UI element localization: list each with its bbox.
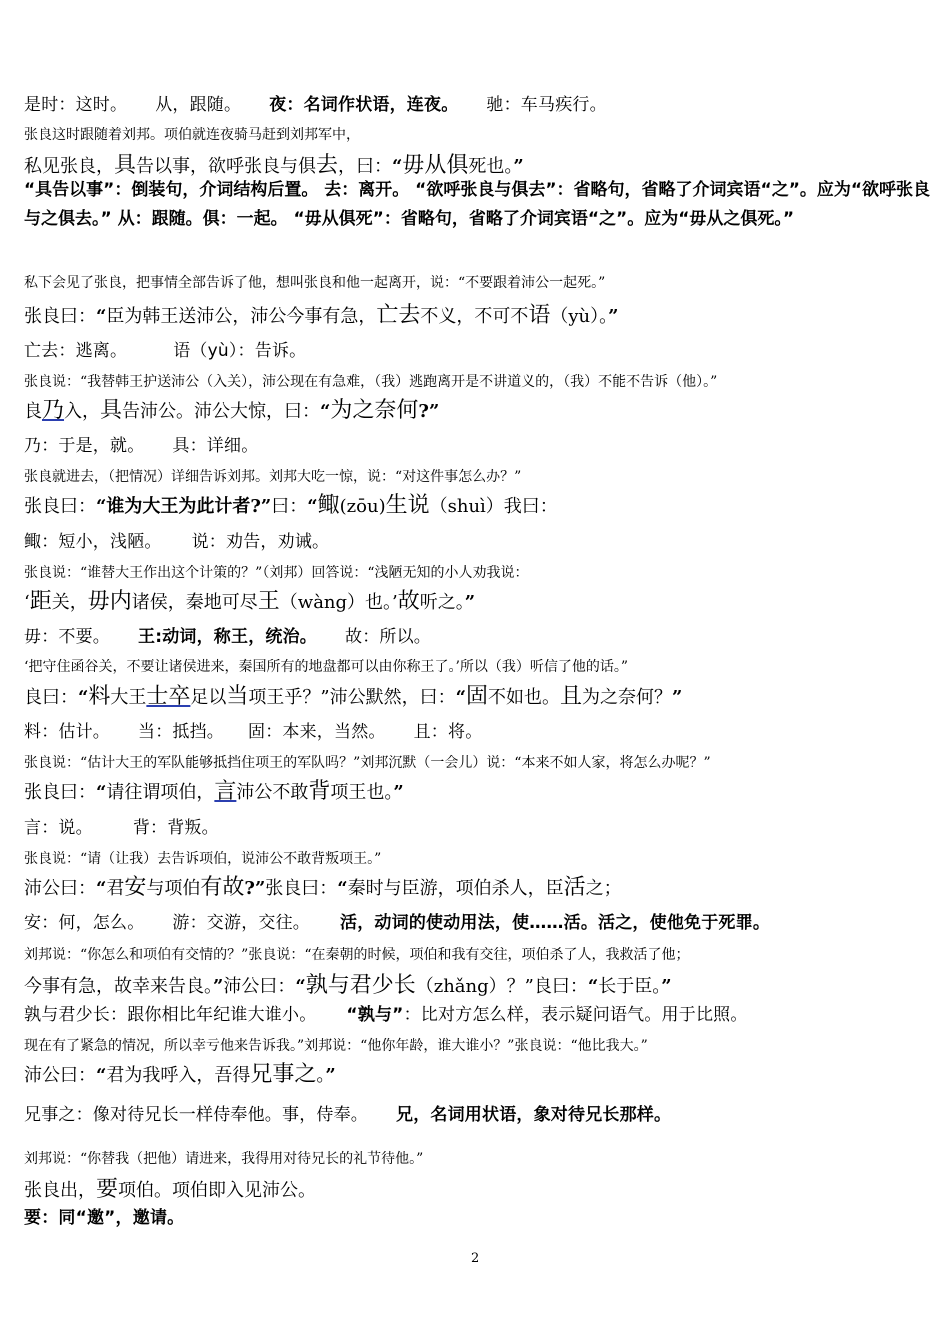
annotation-line [24,1000,748,1025]
text-segment: 当：抵挡。 [138,722,224,742]
grammar-note-block: “具告以事”：倒装句，介词结构后置。 去：离开。 “欲呼张良与俱去”：省略句，省略了介词宾语“之”。应为“欲呼张良与之俱去。” 从：跟随。俱：一起。 “毋从俱死”：省略句，省略了介词宾语“之”。应为“毋从之俱死。” [24,180,931,229]
text-segment: （yù）。 [550,306,609,327]
text-segment: 要：同“邀”，邀请。 [24,1208,185,1228]
original-text-line [24,148,524,179]
text-segment: ：比对方怎么样，表示疑问语气。用于比照。 [403,1005,748,1025]
text-segment: 活，动词的使动用法，使……活。活之，使他免于死罪。 [340,913,771,933]
text-segment: 刘邦说：“你怎么和项伯有交情的？”张良说：“在秦朝的时候，项伯和我有交往，项伯杀了人，我救活了他； [24,947,690,963]
text-segment: 张良曰： [24,496,96,517]
text-segment: （wàng）也。’ [279,592,398,613]
text-segment: “ [455,687,466,708]
keyword-text: 安 [124,875,147,900]
text-segment: 告以事，欲呼张良与俱 [136,156,317,177]
text-segment: 兄，名词用状语，象对待兄长那样。 [396,1105,672,1125]
text-segment: 曰： [271,496,308,517]
keyword-text: 具 [114,153,137,178]
annotation-line [24,908,770,933]
text-segment: 沛公曰： [223,976,296,997]
translation-line [24,944,689,964]
keyword-text: 活 [563,875,586,900]
text-segment: 从，跟随。 [155,95,242,115]
text-segment: 。 [316,1065,326,1086]
annotation-line [24,1100,671,1125]
annotation-line [24,1203,184,1228]
text-segment: 大王 [110,687,147,708]
text-segment: “ [96,878,107,899]
translation-line [24,1035,648,1055]
text-segment: 游：交游，交往。 [172,913,311,933]
keyword-text: 故 [397,589,420,614]
keyword-text: 要 [96,1177,119,1202]
keyword-text: 当 [226,684,249,709]
keyword-text: 背 [308,779,331,804]
keyword-text: 兄事之 [250,1062,317,1087]
translation-line [24,371,717,391]
text-segment: 亡去：逃离。 [24,341,128,361]
text-segment: 张良就进去，（把情况）详细告诉刘邦。刘邦大吃一惊，说：“对这件事怎么办？” [24,469,522,485]
text-segment: 良曰： [24,687,78,708]
text-segment: 张良说：“请（让我）去告诉项伯，说沛公不敢背叛项王。” [24,851,382,867]
keyword-text: 固 [465,684,488,709]
text-segment: 张良说：“估计大王的军队能够抵挡住项王的军队吗？”刘邦沉默（一会儿）说：“本来不如人家，将怎么办呢？” [24,755,711,771]
text-segment: 良 [24,401,42,422]
text-segment: 驰：车马疾行。 [486,95,607,115]
annotation-line [24,431,258,456]
original-text-line [24,774,404,805]
text-segment: 不义，不可不 [420,306,529,327]
text-segment: 孰与君少长：跟你相比年纪谁大谁小。 [24,1005,317,1025]
text-segment: 长于臣。 [598,976,662,997]
text-segment: ” [393,782,404,803]
annotation-line [24,813,219,838]
text-segment: 且：将。 [413,722,483,742]
text-segment: ‘把守住函谷关，不要让诸侯进来，秦国所有的地盘都可以由你称王了。’所以（我）听信了他的话。” [24,659,629,675]
text-segment: 夜：名词作状语，连夜。 [269,95,459,115]
original-text-line [24,1172,316,1203]
keyword-text: 为之奈何 [330,398,419,423]
text-segment: ?” [244,878,266,899]
text-segment: 入， [64,401,101,422]
text-segment: 私下会见了张良，把事情全部告诉了他，想叫张良和他一起离开，说：“不要跟着沛公一起死。” [24,275,606,291]
text-segment: 王:动词，称王，统治。 [138,627,317,647]
text-segment: ” [464,592,476,613]
text-segment: ” [672,687,683,708]
text-segment: ” [213,976,224,997]
translation-line [24,1148,423,1168]
annotation-line [24,90,607,115]
text-segment: （shuì）我曰： [429,496,558,517]
keyword-text: 毋内 [87,589,132,614]
text-segment: 项王也。 [330,782,394,803]
translation-line [24,752,711,772]
text-segment: 张良曰： [265,878,338,899]
text-segment: 关， [51,592,88,613]
original-text-line [24,1057,336,1088]
text-segment: 为之奈何？ [582,687,672,708]
text-segment: “ [295,976,306,997]
text-segment: (zōu) [339,496,386,517]
keyword-text: 有故 [200,875,245,900]
text-segment: 听之。 [419,592,465,613]
text-segment: 沛公不敢 [236,782,309,803]
keyword-text: 言 [214,779,237,804]
text-segment: 故：所以。 [345,627,431,647]
text-segment: 与项伯 [146,878,201,899]
translation-line [24,848,381,868]
text-segment: 张良曰： [24,782,96,803]
keyword-text: 且 [559,684,582,709]
text-segment: 沛公曰： [24,1065,96,1086]
text-segment: ” [513,156,524,177]
text-segment: “ [96,1065,107,1086]
text-segment: ” [325,1065,336,1086]
keyword-text: 去 [316,153,339,178]
keyword-text: 距 [29,589,52,614]
original-text-line [24,584,475,615]
annotation-line [24,622,431,647]
text-segment: 语（yù）：告诉。 [173,341,307,361]
text-segment: 张良说：“谁替大王作出这个计策的？”（刘邦）回答说：“浅陋无知的小人劝我说： [24,565,529,581]
text-segment: 张良出， [24,1180,96,1201]
text-segment: “ [96,306,107,327]
text-segment: 臣为韩王送沛公，沛公今事有急， [106,306,377,327]
original-text-line [24,968,672,999]
text-segment: 项王乎？”沛公默然，曰： [248,687,456,708]
text-segment: 安：何，怎么。 [24,913,145,933]
text-segment: 之； [585,878,622,899]
text-segment: 项伯。项伯即入见沛公。 [118,1180,317,1201]
text-segment: “孰与” [346,1005,404,1025]
text-segment: 死也。 [468,156,514,177]
text-segment: 毋：不要。 [24,627,110,647]
original-text-line [24,679,682,710]
text-segment: 言：说。 [24,818,93,838]
text-segment: 私见张良， [24,156,114,177]
text-segment: “ [392,156,403,177]
annotation-line [24,527,329,552]
text-segment: ” [608,306,619,327]
text-segment: 君为我呼入，吾得 [106,1065,251,1086]
keyword-text: 料 [88,684,111,709]
text-segment: 请往谓项伯， [106,782,215,803]
text-segment: 谁为大王为此计者?” [106,496,272,517]
text-segment: 兄事之：像对待兄长一样侍奉他。事，侍奉。 [24,1105,368,1125]
text-segment: 固：本来，当然。 [248,722,386,742]
keyword-text: 语 [528,303,551,328]
keyword-text: 鲰 [317,493,340,518]
text-segment: 君 [106,878,125,899]
keyword-text: 具 [100,398,123,423]
keyword-text: 生说 [385,493,430,518]
translation-line [24,124,360,144]
translation-line [24,466,521,486]
text-segment: ” [661,976,672,997]
translation-line [24,562,528,582]
text-segment: 告沛公。沛公大惊，曰： [122,401,321,422]
keyword-text: 乃 [42,398,65,423]
text-segment: 诸侯，秦地可尽 [131,592,258,613]
text-segment: 是时：这时。 [24,95,128,115]
text-segment: ，曰： [338,156,393,177]
text-segment: 张良曰： [24,306,96,327]
keyword-text: 毋从俱 [402,153,469,178]
text-segment: 张良说：“我替韩王护送沛公（入关），沛公现在有急难，（我）逃跑离开是不讲道义的，（我）不能不告诉（他）。” [24,374,718,390]
text-segment: 说：劝告，劝诫。 [191,532,330,552]
keyword-text: 亡去 [376,303,421,328]
text-segment: 张良这时跟随着刘邦。项伯就连夜骑马赶到刘邦军中， [24,127,360,143]
text-segment: 鲰：短小，浅陋。 [24,532,162,552]
text-segment: 今事有急，故幸来告良。 [24,976,213,997]
original-text-line [24,393,439,424]
text-segment: 现在有了紧急的情况，所以幸亏他来告诉我。”刘邦说：“他你年龄，谁大谁小？”张良说：“他比我大。” [24,1038,648,1054]
annotation-line [24,336,306,361]
text-segment: 乃：于是，就。 [24,436,145,456]
text-segment: 背：背叛。 [132,818,219,838]
text-segment: “ [587,976,599,997]
keyword-text: 士卒 [146,684,191,709]
keyword-text: 孰与君少长 [305,973,416,998]
text-segment: “ [307,496,318,517]
text-segment: 刘邦说：“你替我（把他）请进来，我得用对待兄长的礼节待他。” [24,1151,424,1167]
text-segment: ?” [418,401,440,422]
translation-line [24,656,628,676]
original-text-line [24,298,619,329]
text-segment: ‘ [24,592,30,613]
text-segment: “ [96,782,107,803]
translation-line [24,272,605,292]
text-segment: “ [320,401,331,422]
text-segment: 沛公曰： [24,878,96,899]
text-segment: “ [96,496,107,517]
page-number: 2 [471,1251,480,1266]
annotation-line [24,717,482,742]
text-segment: 不如也。 [487,687,560,708]
text-segment: “ [337,878,348,899]
text-segment: “ [78,687,89,708]
text-segment: 秦时与臣游，项伯杀人，臣 [347,878,564,899]
text-segment: （zhǎng）？”良曰： [415,976,588,997]
keyword-text: 王 [257,589,280,614]
text-segment: 足以 [190,687,227,708]
original-text-line [24,870,622,901]
text-segment: 料：估计。 [24,722,110,742]
original-text-line [24,488,558,519]
text-segment: 具：详细。 [172,436,259,456]
